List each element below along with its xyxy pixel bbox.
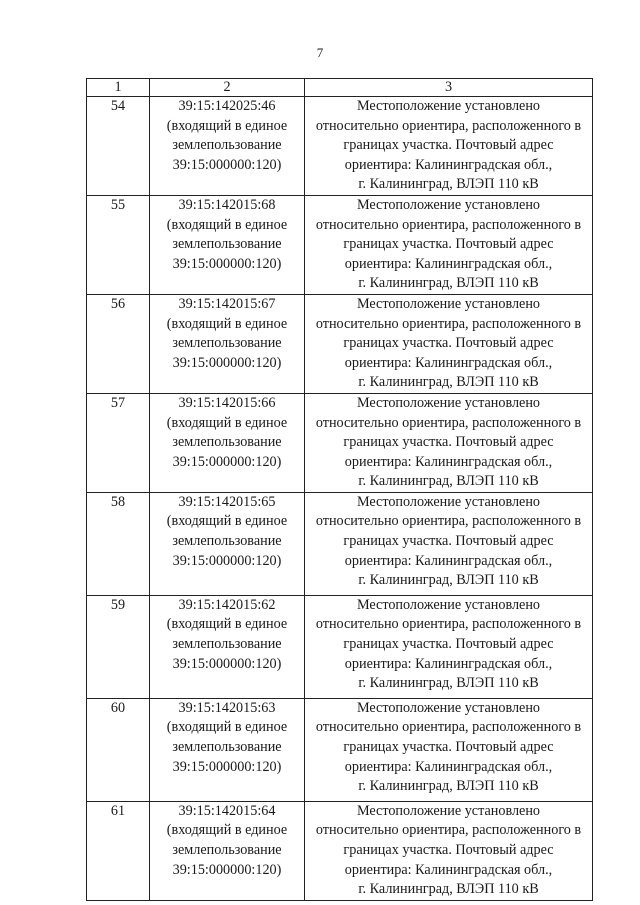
cadastral-line: (входящий в единое [166,513,288,530]
cadastral-line: (входящий в единое [166,315,288,332]
table-row [87,195,593,294]
cadastral-line: (входящий в единое [166,216,288,233]
cadastral-number-cell [150,492,305,595]
cadastral-line: 39:15:142025:46 [178,98,276,114]
location-line: относительно ориентира, расположенного в [315,616,582,633]
location-line: границах участка. Почтовый адрес [343,335,554,352]
cadastral-line: 39:15:142015:65 [178,493,276,510]
cadastral-line: землепользование [172,842,282,859]
location-line: ориентира: Калининградская обл., [344,255,553,272]
location-cell [305,698,593,801]
cadastral-line: землепользование [172,335,282,352]
location-line: границах участка. Почтовый адрес [343,236,554,253]
location-line: границах участка. Почтовый адрес [343,137,554,154]
cadastral-line: (входящий в единое [166,616,288,633]
cadastral-line: 39:15:000000:120) [172,655,282,672]
land-plots-table [86,78,593,901]
cadastral-line: 39:15:142015:67 [178,295,276,312]
cadastral-number-cell [150,294,305,393]
cadastral-line: 39:15:142015:64 [178,802,276,819]
table-row [87,595,593,698]
cadastral-line: 39:15:142015:68 [178,196,276,213]
location-cell [305,97,593,196]
location-line: ориентира: Калининградская обл., [344,354,553,371]
cadastral-line: 39:15:142015:66 [178,394,276,411]
cadastral-line: 39:15:142015:62 [178,596,276,613]
cadastral-line: землепользование [172,636,282,653]
location-line: г. Калининград, ВЛЭП 110 кВ [358,176,539,193]
location-cell [305,492,593,595]
location-line: относительно ориентира, расположенного в [315,315,582,332]
location-line: Местоположение установлено [356,596,541,613]
cadastral-line: (входящий в единое [166,117,288,134]
location-line: г. Калининград, ВЛЭП 110 кВ [358,675,539,692]
row-number: 59 [87,595,150,698]
location-line: ориентира: Калининградская обл., [344,758,553,775]
table-header-row [87,79,593,97]
location-line: ориентира: Калининградская обл., [344,861,553,878]
location-line: Местоположение установлено [356,394,541,411]
table-row [87,393,593,492]
location-line: ориентира: Калининградская обл., [344,453,553,470]
cadastral-line: 39:15:000000:120) [172,552,282,569]
column-header-location: 3 [305,79,593,97]
cadastral-line: землепользование [172,236,282,253]
table-row [87,698,593,801]
cadastral-line: 39:15:000000:120) [172,255,282,272]
location-line: г. Калининград, ВЛЭП 110 кВ [358,572,539,589]
table-row [87,801,593,900]
location-line: границах участка. Почтовый адрес [343,533,554,550]
location-line: г. Калининград, ВЛЭП 110 кВ [358,778,539,795]
cadastral-number-cell [150,195,305,294]
table-row [87,294,593,393]
row-number: 55 [87,195,150,294]
cadastral-line: землепользование [172,434,282,451]
row-number: 60 [87,698,150,801]
row-number: 61 [87,801,150,900]
row-number: 58 [87,492,150,595]
location-line: относительно ориентира, расположенного в [315,822,582,839]
cadastral-number-cell [150,801,305,900]
location-line: относительно ориентира, расположенного в [315,414,582,431]
table-row [87,97,593,196]
cadastral-line: (входящий в единое [166,719,288,736]
location-cell [305,294,593,393]
location-line: границах участка. Почтовый адрес [343,739,554,756]
location-line: относительно ориентира, расположенного в [315,216,582,233]
row-number: 54 [87,97,150,196]
location-line: ориентира: Калининградская обл., [344,552,553,569]
location-line: Местоположение установлено [356,196,541,213]
cadastral-line: 39:15:000000:120) [172,758,282,775]
row-number: 56 [87,294,150,393]
location-line: Местоположение установлено [356,295,541,312]
cadastral-line: землепользование [172,739,282,756]
location-line: ориентира: Калининградская обл., [344,655,553,672]
location-line: относительно ориентира, расположенного в [315,513,582,530]
cadastral-line: (входящий в единое [166,414,288,431]
cadastral-line: землепользование [172,137,282,154]
cadastral-line: 39:15:000000:120) [172,354,282,371]
location-line: Местоположение установлено [356,802,541,819]
cadastral-number-cell [150,698,305,801]
location-cell [305,393,593,492]
cadastral-number-cell [150,595,305,698]
location-line: г. Калининград, ВЛЭП 110 кВ [358,473,539,490]
location-line: границах участка. Почтовый адрес [343,434,554,451]
row-number: 57 [87,393,150,492]
cadastral-line: 39:15:142015:63 [178,699,276,716]
location-line: Местоположение установлено [356,699,541,716]
location-line: г. Калининград, ВЛЭП 110 кВ [358,374,539,391]
cadastral-line: землепользование [172,533,282,550]
location-line: г. Калининград, ВЛЭП 110 кВ [358,881,539,898]
location-cell [305,195,593,294]
location-line: Местоположение установлено [356,493,541,510]
cadastral-number-cell [150,97,305,196]
location-cell [305,801,593,900]
cadastral-line: 39:15:000000:120) [172,156,282,173]
table-row [87,492,593,595]
cadastral-line: (входящий в единое [166,822,288,839]
cadastral-number-cell [150,393,305,492]
location-cell [305,595,593,698]
location-line: относительно ориентира, расположенного в [315,719,582,736]
location-line: ориентира: Калининградская обл., [344,156,553,173]
page-number: 7 [316,45,324,60]
cadastral-line: 39:15:000000:120) [172,861,282,878]
column-header-cadastral: 2 [150,79,305,97]
cadastral-line: 39:15:000000:120) [172,453,282,470]
column-header-number: 1 [87,79,150,97]
location-line: Местоположение установлено [356,98,541,114]
location-line: границах участка. Почтовый адрес [343,636,554,653]
location-line: относительно ориентира, расположенного в [315,117,582,134]
location-line: г. Калининград, ВЛЭП 110 кВ [358,275,539,292]
location-line: границах участка. Почтовый адрес [343,842,554,859]
